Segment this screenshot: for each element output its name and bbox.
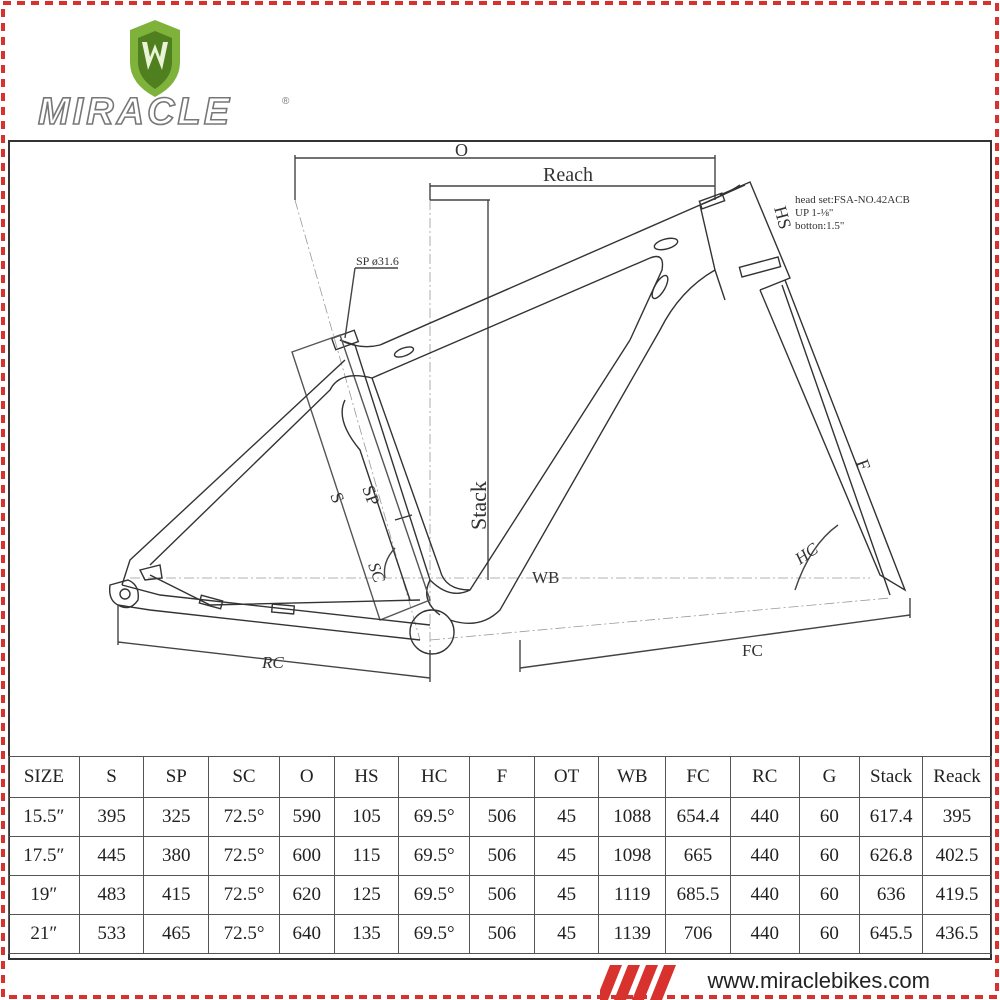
table-row [9,798,992,837]
table-cell: 706 [666,915,731,954]
table-cell: 72.5° [209,915,280,954]
label-s: S [326,489,349,506]
table-header-cell: RC [730,757,799,798]
table-cell: 60 [799,915,860,954]
table-cell: 533 [79,915,144,954]
table-cell: 440 [730,837,799,876]
table-cell: 72.5° [209,837,280,876]
table-cell: 600 [279,837,334,876]
table-row [9,915,992,954]
table-header-cell: SC [209,757,280,798]
table-header-cell: Reack [923,757,992,798]
table-cell: 636 [860,876,923,915]
table-header-cell: S [79,757,144,798]
table-cell: 506 [470,798,535,837]
table-header-row [9,757,992,798]
table-cell: 440 [730,915,799,954]
table-cell: 21″ [9,915,80,954]
table-header-cell: WB [599,757,666,798]
label-o: O [455,140,468,160]
table-row [9,876,992,915]
table-header-cell: SIZE [9,757,80,798]
table-cell: 402.5 [923,837,992,876]
registered-mark: ® [282,96,290,107]
website-url[interactable]: www.miraclebikes.com [707,968,930,993]
label-hs: HS [770,203,796,232]
chain-stay [118,575,430,640]
table-cell: 60 [799,876,860,915]
label-hc: HC [791,539,822,569]
table-cell: 1088 [599,798,666,837]
headset-note-line-1: head set:FSA-NO.42ACB [795,194,910,206]
table-cell: 60 [799,837,860,876]
table-cell: 440 [730,798,799,837]
table-header-cell: HS [334,757,399,798]
table-cell: 45 [534,798,599,837]
table-header-cell: G [799,757,860,798]
table-cell: 60 [799,798,860,837]
headset-note-line-3: botton:1.5" [795,220,845,232]
label-f: F [852,456,875,473]
table-cell: 440 [730,876,799,915]
table-cell: 436.5 [923,915,992,954]
label-stack: Stack [466,481,491,530]
fork [760,280,905,595]
table-cell: 640 [279,915,334,954]
table-cell: 685.5 [666,876,731,915]
table-cell: 654.4 [666,798,731,837]
down-tube [430,236,715,623]
table-cell: 69.5° [399,915,470,954]
table-cell: 45 [534,876,599,915]
table-cell: 1098 [599,837,666,876]
table-cell: 1119 [599,876,666,915]
table-cell: 135 [334,915,399,954]
seat-stay [122,360,410,600]
label-wb: WB [532,568,560,587]
table-header-cell: F [470,757,535,798]
sp-callout [345,268,398,338]
table-cell: 125 [334,876,399,915]
table-cell: 19″ [9,876,80,915]
label-reach: Reach [543,164,593,186]
footer-bar [600,965,990,1000]
table-cell: 506 [470,915,535,954]
table-cell: 665 [666,837,731,876]
table-cell: 419.5 [923,876,992,915]
table-cell: 395 [923,798,992,837]
label-fc: FC [742,641,763,660]
table-cell: 17.5″ [9,837,80,876]
table-header-cell: HC [399,757,470,798]
table-cell: 506 [470,837,535,876]
table-cell: 415 [144,876,209,915]
table-cell: 506 [470,876,535,915]
table-cell: 105 [334,798,399,837]
table-cell: 590 [279,798,334,837]
dimension-o [295,155,715,200]
table-cell: 380 [144,837,209,876]
table-cell: 645.5 [860,915,923,954]
table-cell: 69.5° [399,876,470,915]
table-cell: 69.5° [399,837,470,876]
construction-lines [130,200,890,680]
table-cell: 395 [79,798,144,837]
label-sp: SP [358,482,384,509]
table-row [9,837,992,876]
geometry-table [8,756,992,954]
table-cell: 15.5″ [9,798,80,837]
table-cell: 325 [144,798,209,837]
table-header-cell: SP [144,757,209,798]
table-cell: 620 [279,876,334,915]
table-cell: 465 [144,915,209,954]
bottom-bracket [410,610,454,654]
table-cell: 626.8 [860,837,923,876]
table-cell: 115 [334,837,399,876]
table-header-cell: O [279,757,334,798]
label-sp-note: SP ø31.6 [356,254,399,268]
dimension-fc [520,598,910,672]
table-cell: 617.4 [860,798,923,837]
table-header-cell: OT [534,757,599,798]
table-cell: 72.5° [209,798,280,837]
label-rc: RC [262,653,284,672]
table-cell: 45 [534,915,599,954]
table-cell: 1139 [599,915,666,954]
table-header-cell: FC [666,757,731,798]
table-header-cell: Stack [860,757,923,798]
rear-dropout [110,565,162,608]
headset-note-line-2: UP 1-⅛" [795,207,834,219]
table-cell: 72.5° [209,876,280,915]
label-sc: SC [364,559,389,586]
table-cell: 69.5° [399,798,470,837]
brand-wordmark: MIRACLE [38,91,233,133]
table-cell: 45 [534,837,599,876]
table-cell: 483 [79,876,144,915]
table-cell: 445 [79,837,144,876]
seat-tube-outline [292,335,430,620]
